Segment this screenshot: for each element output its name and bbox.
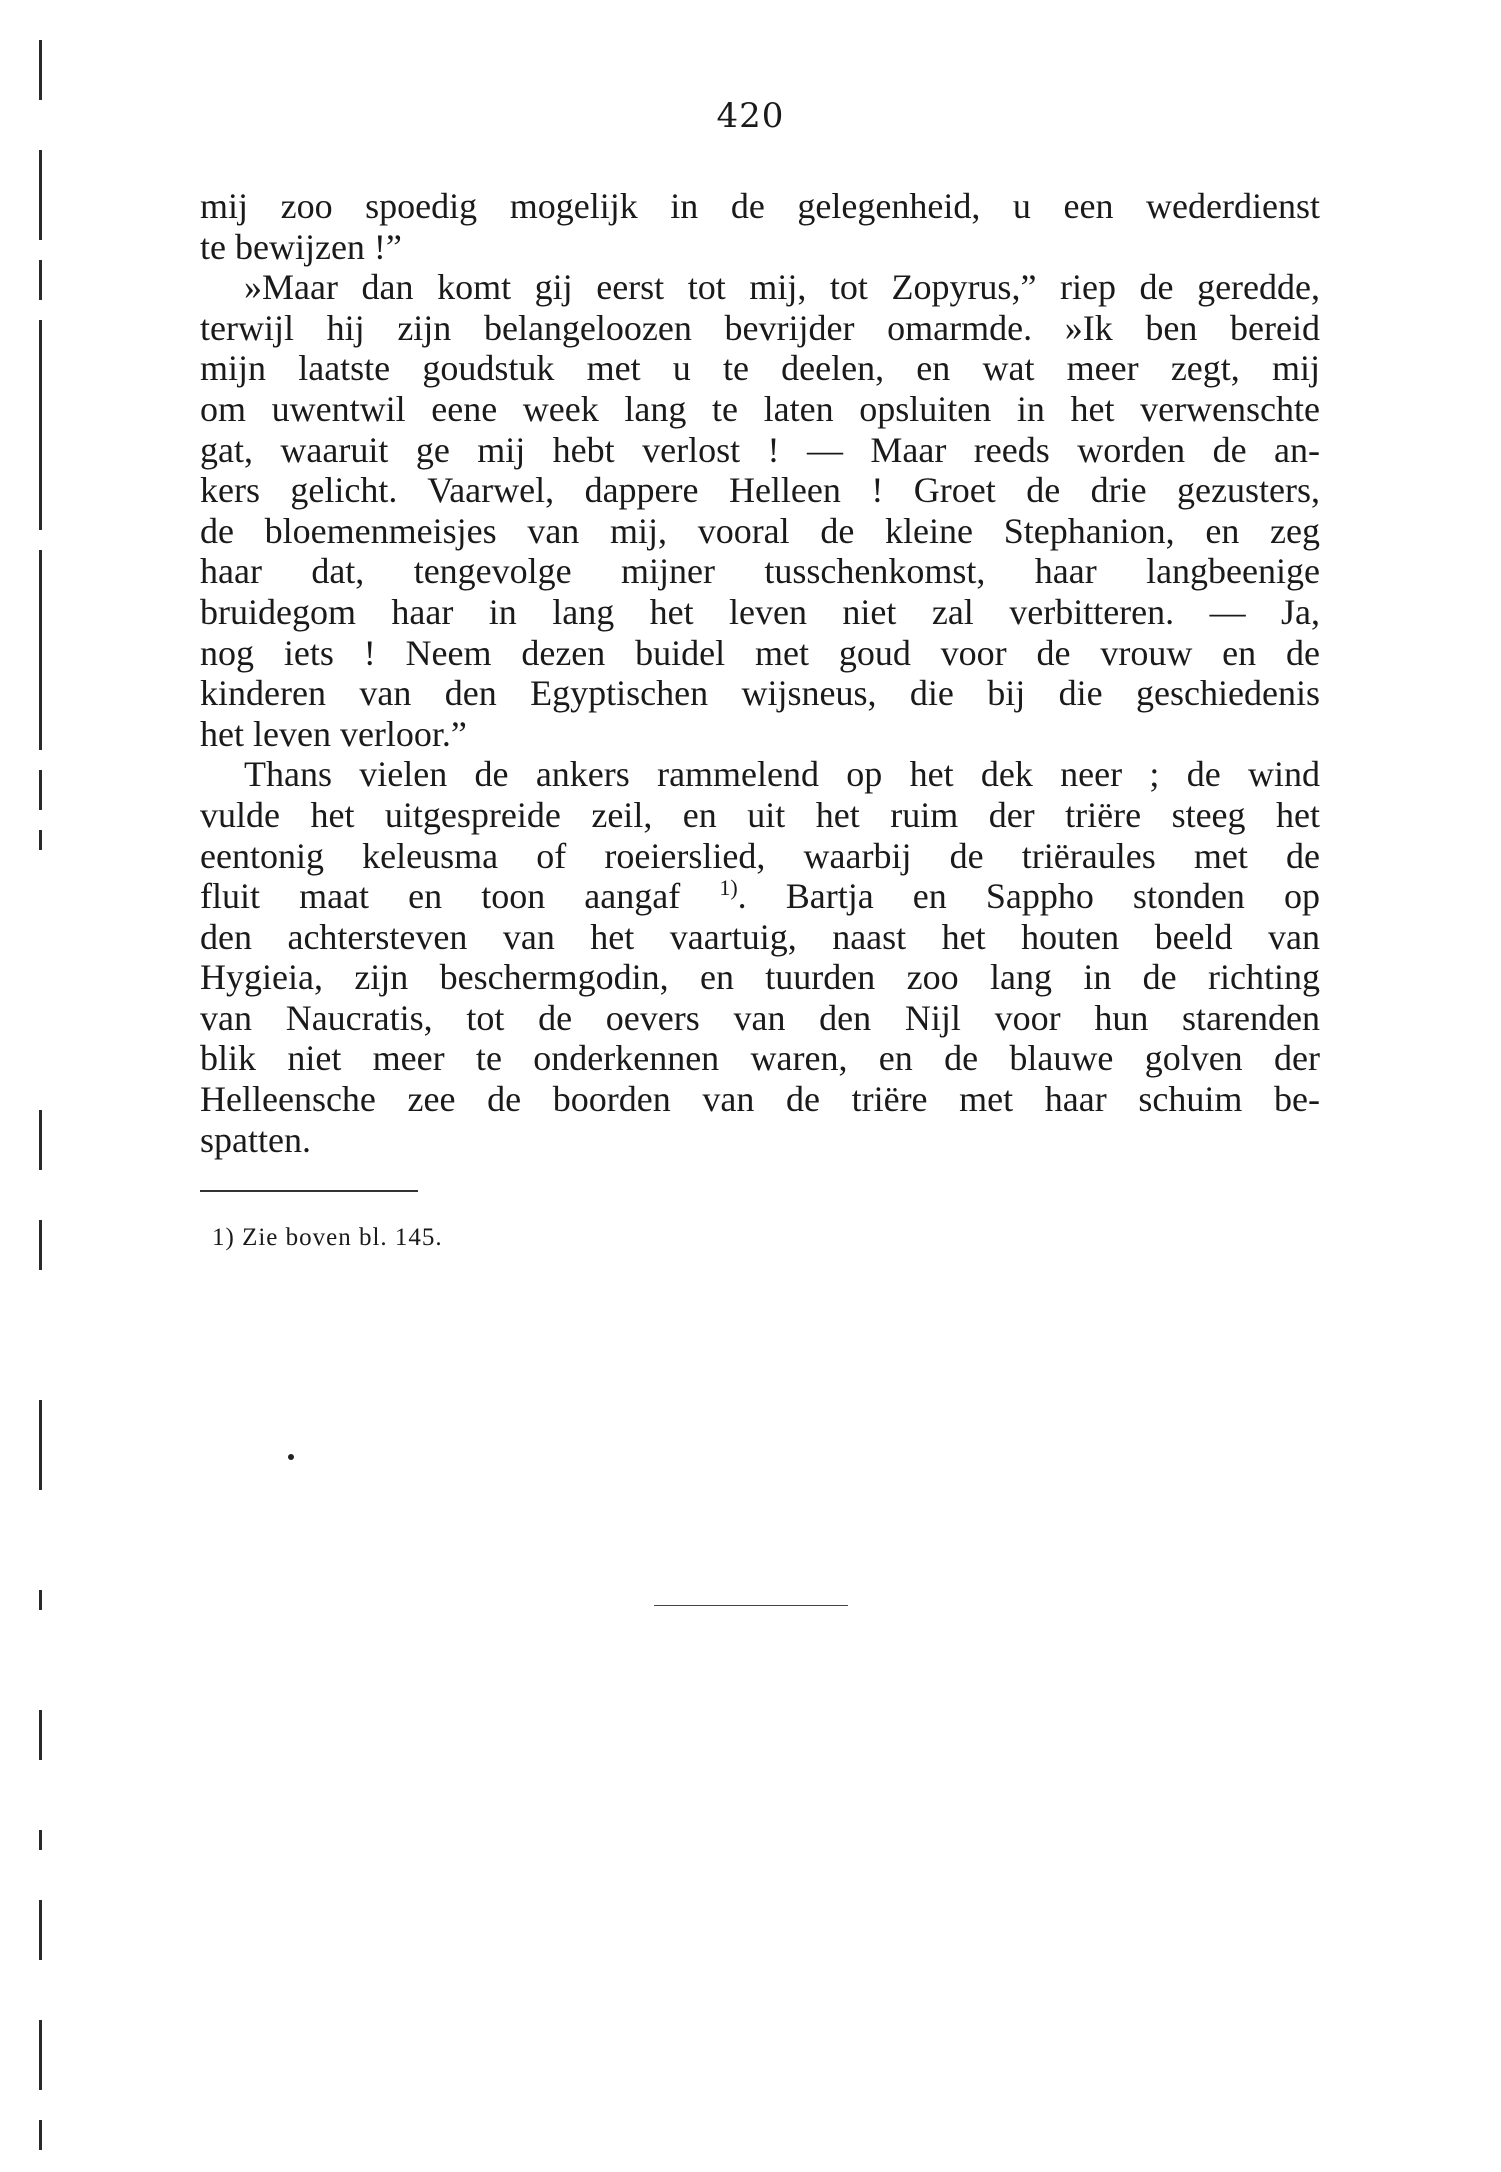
- text-line-with-footnote: [200, 876, 1320, 917]
- body-text: [200, 186, 1320, 1160]
- text-line: kers gelicht. Vaarwel, dappere Helleen ! Groet de drie gezusters,: [200, 470, 1320, 511]
- text-line: vulde het uitgespreide zeil, en uit het ruim der triëre steeg het: [200, 794, 1320, 835]
- text-line: mijn laatste goudstuk met u te deelen, en wat meer zegt, mij: [200, 348, 1320, 389]
- text-line: blik niet meer te onderkennen waren, en de blauwe golven der: [200, 1038, 1320, 1079]
- text-line: Hygieia, zijn beschermgodin, en tuurden zoo lang in de richting: [200, 957, 1320, 998]
- text-line: haar dat, tengevolge mijner tusschenkomst, haar langbeenige: [200, 551, 1320, 592]
- text-line: gat, waaruit ge mij hebt verlost ! — Maar reeds worden de an-: [200, 429, 1320, 470]
- page-number: 420: [716, 96, 785, 136]
- footnote-divider: [200, 1190, 418, 1192]
- text-line: de bloemenmeisjes van mij, vooral de kleine Stephanion, en zeg: [200, 510, 1320, 551]
- end-divider: [654, 1605, 848, 1606]
- text-line: het leven verloor.”: [200, 713, 467, 754]
- text-line: »Maar dan komt gij eerst tot mij, tot Zopyrus,” riep de geredde,: [244, 267, 1320, 308]
- text-line: te bewijzen !”: [200, 226, 402, 267]
- text-line: Thans vielen de ankers rammelend op het dek neer ; de wind: [244, 754, 1320, 795]
- text-line: nog iets ! Neem dezen buidel met goud voor de vrouw en de: [200, 632, 1320, 673]
- text-line: Helleensche zee de boorden van de triëre met haar schuim be-: [200, 1079, 1320, 1120]
- footnote-marker: 1): [719, 875, 738, 901]
- text-fragment: fluit maat en toon aangaf: [200, 876, 681, 917]
- text-fragment: . Bartja en Sappho stonden op: [737, 876, 1321, 917]
- text-line: eentonig keleusma of roeierslied, waarbij de triëraules met de: [200, 835, 1320, 876]
- ink-speck: [288, 1454, 294, 1460]
- text-line: terwijl hij zijn belangeloozen bevrijder omarmde. »Ik ben bereid: [200, 307, 1320, 348]
- text-line: van Naucratis, tot de oevers van den Nijl voor hun starenden: [200, 997, 1320, 1038]
- text-line: om uwentwil eene week lang te laten opsluiten in het verwenschte: [200, 388, 1320, 429]
- text-line: mij zoo spoedig mogelijk in de gelegenheid, u een wederdienst: [200, 186, 1320, 226]
- text-line: kinderen van den Egyptischen wijsneus, die bij die geschiedenis: [200, 673, 1320, 714]
- text-line: bruidegom haar in lang het leven niet zal verbitteren. — Ja,: [200, 591, 1320, 632]
- text-line: den achtersteven van het vaartuig, naast het houten beeld van: [200, 916, 1320, 957]
- text-line: spatten.: [200, 1119, 311, 1160]
- scan-gutter-marks: [34, 30, 48, 2150]
- footnote: 1) Zie boven bl. 145.: [212, 1224, 443, 1251]
